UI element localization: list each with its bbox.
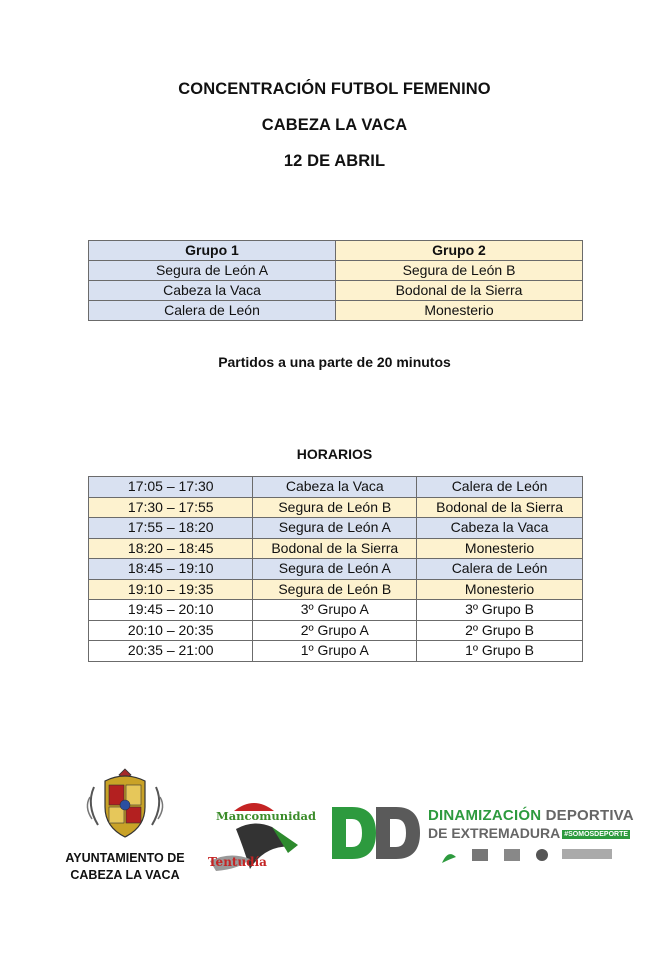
ayuntamiento-name-line1: AYUNTAMIENTO DE (65, 851, 185, 865)
match-team-away: Bodonal de la Sierra (417, 497, 583, 518)
event-location: CABEZA LA VACA (261, 116, 408, 134)
match-team-home: Segura de León B (253, 497, 417, 518)
mancomunidad-text: Mancomunidad (216, 809, 317, 823)
match-time: 17:30 – 17:55 (89, 497, 253, 518)
schedule-row (89, 579, 583, 600)
match-team-away: Monesterio (417, 579, 583, 600)
group2-team: Segura de León B (336, 261, 583, 281)
dd-monogram-icon (330, 803, 426, 863)
groups-row (89, 261, 583, 281)
group2-header: Grupo 2 (336, 241, 583, 261)
schedule-title: HORARIOS (296, 446, 373, 462)
groups-row (89, 301, 583, 321)
match-time: 17:55 – 18:20 (89, 518, 253, 539)
match-team-away: 2º Grupo B (417, 620, 583, 641)
dinamizacion-title (428, 807, 634, 824)
dinamizacion-deportiva-logo (330, 803, 634, 873)
match-time: 19:10 – 19:35 (89, 579, 253, 600)
ayuntamiento-name-line2: CABEZA LA VACA (70, 868, 180, 882)
match-team-away: 3º Grupo B (417, 600, 583, 621)
schedule-row (89, 477, 583, 498)
event-title: CONCENTRACIÓN FUTBOL FEMENINO (178, 80, 491, 98)
match-time: 19:45 – 20:10 (89, 600, 253, 621)
event-date: 12 DE ABRIL (283, 152, 386, 170)
match-team-home: 1º Grupo A (253, 641, 417, 662)
match-duration-note: Partidos a una parte de 20 minutos (218, 354, 451, 370)
match-team-home: Segura de León A (253, 559, 417, 580)
group1-team: Cabeza la Vaca (89, 281, 336, 301)
groups-row (89, 281, 583, 301)
match-team-home: Segura de León B (253, 579, 417, 600)
extremadura-text: DE EXTREMADURA (428, 825, 561, 841)
group1-header: Grupo 1 (89, 241, 336, 261)
ayuntamiento-logo (52, 767, 198, 882)
group2-team: Bodonal de la Sierra (336, 281, 583, 301)
dinamizacion-word: DINAMIZACIÓN (428, 807, 542, 824)
match-team-home: 2º Grupo A (253, 620, 417, 641)
schedule-table (88, 476, 583, 662)
match-time: 17:05 – 17:30 (89, 477, 253, 498)
match-team-home: Bodonal de la Sierra (253, 538, 417, 559)
coat-of-arms-icon (80, 767, 170, 843)
group1-team: Calera de León (89, 301, 336, 321)
groups-table (88, 240, 583, 321)
match-team-home: 3º Grupo A (253, 600, 417, 621)
tentudia-text: Tentudía (208, 855, 267, 869)
match-team-home: Cabeza la Vaca (253, 477, 417, 498)
partner-logos-icon (438, 845, 618, 869)
somosdeporte-tag: #SOMOSDEPORTE (564, 830, 629, 838)
schedule-row (89, 620, 583, 641)
mancomunidad-logo (206, 801, 317, 881)
match-time: 20:10 – 20:35 (89, 620, 253, 641)
extremadura-line (428, 825, 630, 841)
schedule-row (89, 538, 583, 559)
schedule-row (89, 518, 583, 539)
match-team-away: Cabeza la Vaca (417, 518, 583, 539)
group1-team: Segura de León A (89, 261, 336, 281)
match-team-away: Monesterio (417, 538, 583, 559)
match-time: 20:35 – 21:00 (89, 641, 253, 662)
match-team-away: Calera de León (417, 477, 583, 498)
schedule-row (89, 600, 583, 621)
schedule-row (89, 641, 583, 662)
match-team-home: Segura de León A (253, 518, 417, 539)
match-time: 18:20 – 18:45 (89, 538, 253, 559)
match-team-away: Calera de León (417, 559, 583, 580)
match-time: 18:45 – 19:10 (89, 559, 253, 580)
match-team-away: 1º Grupo B (417, 641, 583, 662)
sponsor-logos (0, 765, 669, 885)
schedule-row (89, 559, 583, 580)
deportiva-word: DEPORTIVA (545, 807, 634, 824)
group2-team: Monesterio (336, 301, 583, 321)
groups-header-row (89, 241, 583, 261)
schedule-row (89, 497, 583, 518)
document-header (0, 76, 669, 184)
